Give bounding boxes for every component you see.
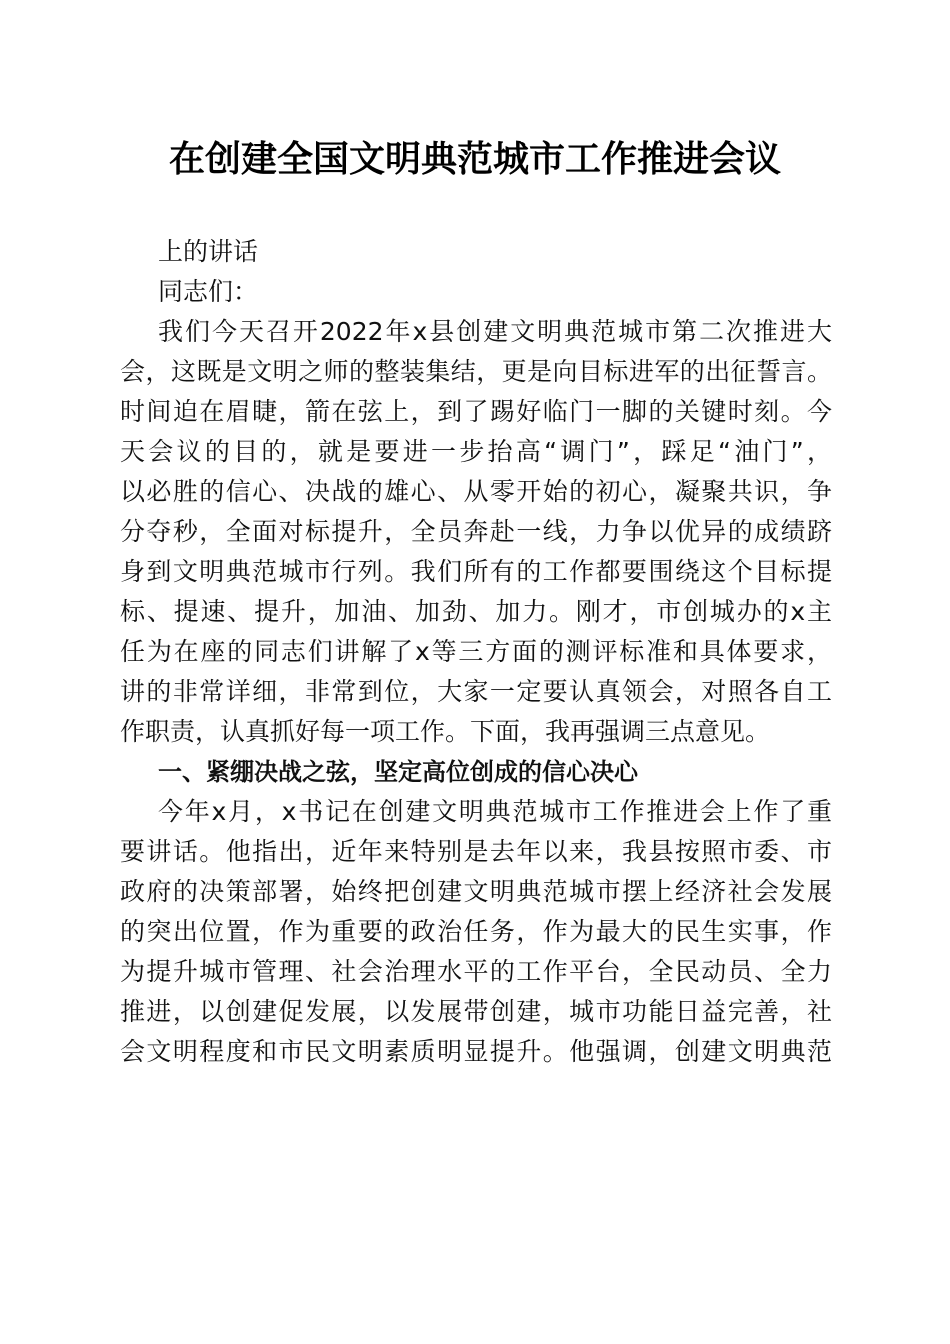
document-body <box>120 232 832 1072</box>
paragraph-line: 讲的非常详细，非常到位，大家一定要认真领会，对照各自工 <box>120 677 832 706</box>
paragraph-line: 我们今天召开2022年x县创建文明典范城市第二次推进大 <box>158 317 832 346</box>
paragraph-line: 政府的决策部署，始终把创建文明典范城市摆上经济社会发展 <box>120 877 832 906</box>
paragraph-line: 推进，以创建促发展，以发展带创建，城市功能日益完善，社 <box>120 997 832 1026</box>
section-1-heading: 一、紧绷决战之弦，坚定高位创成的信心决心 <box>158 758 638 786</box>
document-title: 在创建全国文明典范城市工作推进会议 <box>168 138 781 180</box>
paragraph-line: 会，这既是文明之师的整装集结，更是向目标进军的出征誓言。 <box>120 357 832 386</box>
paragraph-line: 时间迫在眉睫，箭在弦上，到了踢好临门一脚的关键时刻。今 <box>120 397 832 426</box>
paragraph-line: 要讲话。他指出，近年来特别是去年以来，我县按照市委、市 <box>120 837 832 866</box>
paragraph-line: 今年x月，x书记在创建文明典范城市工作推进会上作了重 <box>158 797 832 826</box>
paragraph-line: 作职责，认真抓好每一项工作。下面，我再强调三点意见。 <box>120 717 771 746</box>
paragraph-1 <box>120 312 832 752</box>
paragraph-line: 标、提速、提升，加油、加劲、加力。刚才，市创城办的x主 <box>120 597 832 626</box>
paragraph-line: 身到文明典范城市行列。我们所有的工作都要围绕这个目标提 <box>120 557 832 586</box>
paragraph-line: 天会议的目的，就是要进一步抬高“调门”，踩足“油门”， <box>120 437 832 466</box>
paragraph-line: 会文明程度和市民文明素质明显提升。他强调，创建文明典范 <box>120 1037 832 1066</box>
subtitle-continuation: 上的讲话 <box>158 237 259 266</box>
paragraph-line: 任为在座的同志们讲解了x等三方面的测评标准和具体要求， <box>120 637 832 666</box>
paragraph-line: 为提升城市管理、社会治理水平的工作平台，全民动员、全力 <box>120 957 832 986</box>
paragraph-line: 分夺秒，全面对标提升，全员奔赴一线，力争以优异的成绩跻 <box>120 517 832 546</box>
paragraph-line: 以必胜的信心、决战的雄心、从零开始的初心，凝聚共识，争 <box>120 477 832 506</box>
paragraph-line: 的突出位置，作为重要的政治任务，作为最大的民生实事，作 <box>120 917 832 946</box>
paragraph-2 <box>120 792 832 1072</box>
salutation: 同志们： <box>158 277 259 306</box>
